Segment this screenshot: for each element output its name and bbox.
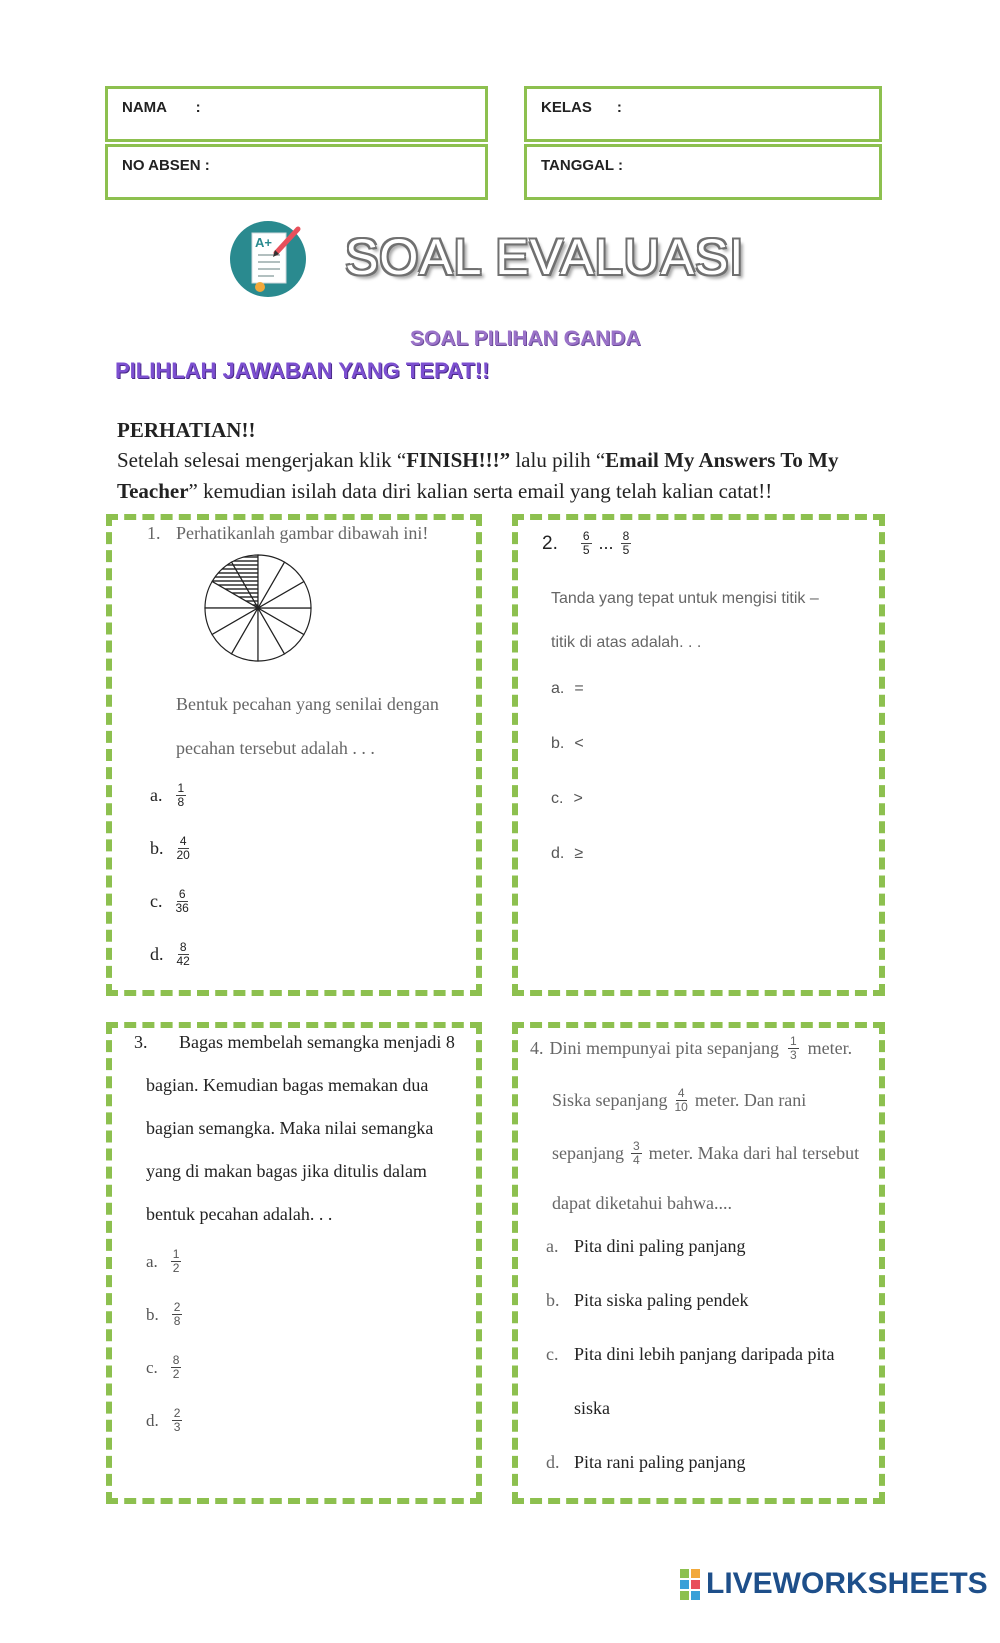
q2-header <box>542 530 634 557</box>
q4-option-a[interactable] <box>546 1236 745 1257</box>
q4-option-c-label: c. <box>546 1344 559 1364</box>
q1-option-c-num: 6 <box>178 887 186 901</box>
q2-option-b[interactable] <box>551 735 584 753</box>
notice-finish: FINISH!!!” <box>406 448 511 472</box>
q3-option-c-den: 2 <box>172 1367 180 1381</box>
q1-option-d-num: 8 <box>179 940 187 954</box>
q1-intro: Perhatikanlah gambar dibawah ini! <box>176 523 429 543</box>
noabsen-label: NO ABSEN : <box>122 157 210 174</box>
noabsen-field[interactable] <box>105 144 488 200</box>
q3-option-d[interactable] <box>146 1407 185 1434</box>
q1-option-a-num: 1 <box>177 781 185 795</box>
notice-text <box>117 445 877 507</box>
q2-frac2-num: 8 <box>622 529 630 543</box>
q3-option-d-num: 2 <box>173 1406 181 1420</box>
q2-frac2-den: 5 <box>622 543 630 557</box>
q3-option-b-den: 8 <box>173 1314 181 1328</box>
q4-option-d-label: d. <box>546 1452 560 1472</box>
q1-option-a[interactable] <box>150 782 189 809</box>
q1-number: 1. <box>147 523 161 543</box>
q2-option-c[interactable] <box>551 790 583 808</box>
exam-icon <box>228 215 310 303</box>
q4-option-c[interactable] <box>546 1344 834 1365</box>
page-title: SOAL EVALUASI <box>345 229 745 285</box>
q3-option-a-den: 2 <box>172 1261 180 1275</box>
q2-frac1-num: 6 <box>582 529 590 543</box>
q3-line5: bentuk pecahan adalah. . . <box>146 1204 333 1224</box>
q4-line4: dapat diketahui bahwa.... <box>552 1193 732 1213</box>
q1-option-a-label: a. <box>150 785 163 805</box>
nama-field[interactable] <box>105 86 488 142</box>
q2-line2: titik di atas adalah. . . <box>551 634 702 651</box>
q3-line2: bagian. Kemudian bagas memakan dua <box>146 1075 429 1095</box>
q4-l1a: Dini mempunyai pita sepanjang <box>549 1038 779 1058</box>
q4-l3b: meter. Maka dari hal tersebut <box>648 1143 860 1163</box>
q3-option-c-label: c. <box>146 1357 158 1377</box>
q3-option-c-num: 8 <box>172 1353 180 1367</box>
q4-option-d-text: Pita rani paling panjang <box>574 1452 746 1472</box>
q3-option-b[interactable] <box>146 1301 185 1328</box>
q1-option-b[interactable] <box>150 835 193 862</box>
kelas-label: KELAS : <box>541 99 622 116</box>
q3-option-d-den: 3 <box>173 1420 181 1434</box>
q2-line1: Tanda yang tepat untuk mengisi titik – <box>551 590 819 607</box>
liveworksheets-icon <box>680 1569 700 1600</box>
q4-l2frac-den: 10 <box>674 1100 688 1114</box>
q4-l2a: Siska sepanjang <box>552 1090 668 1110</box>
q1-option-d-label: d. <box>150 944 164 964</box>
q3-option-b-label: b. <box>146 1304 159 1324</box>
q2-option-d-label: d. <box>551 845 565 862</box>
q1-option-b-label: b. <box>150 838 164 858</box>
notice-heading: PERHATIAN!! <box>117 418 256 442</box>
q4-l1b: meter. <box>807 1038 853 1058</box>
q4-line3 <box>552 1140 859 1167</box>
q2-frac1-den: 5 <box>582 543 590 557</box>
q1-line1: Bentuk pecahan yang senilai dengan <box>176 694 439 714</box>
q4-l2frac-num: 4 <box>677 1086 685 1100</box>
notice-part2: lalu pilih “ <box>510 448 606 472</box>
q4-l1frac-num: 1 <box>789 1034 797 1048</box>
q2-dots: ... <box>598 533 614 553</box>
notice-part3: ” kemudian isilah data diri kalian serta email yang telah kalian catat!! <box>188 479 773 503</box>
q1-pie-chart <box>202 552 314 664</box>
tanggal-field[interactable] <box>524 144 882 200</box>
q3-option-a-num: 1 <box>172 1247 180 1261</box>
svg-text:A+: A+ <box>255 235 272 250</box>
notice-part1: Setelah selesai mengerjakan klik “ <box>117 448 407 472</box>
kelas-field[interactable] <box>524 86 882 142</box>
q1-option-c-den: 36 <box>175 901 189 915</box>
q2-option-a-label: a. <box>551 680 565 697</box>
q3-line4: yang di makan bagas jika ditulis dalam <box>146 1161 427 1181</box>
q2-option-c-text: > <box>573 790 583 807</box>
notice-email: Email My Answers To My Teacher <box>117 448 839 503</box>
q4-line1 <box>530 1035 852 1062</box>
nama-label: NAMA : <box>122 99 201 116</box>
q3-line3: bagian semangka. Maka nilai semangka <box>146 1118 434 1138</box>
q3-line1: Bagas membelah semangka menjadi 8 <box>179 1032 455 1052</box>
q4-l1frac-den: 3 <box>789 1048 797 1062</box>
q2-option-a[interactable] <box>551 680 584 698</box>
q2-option-a-text: = <box>574 680 584 697</box>
q4-option-a-label: a. <box>546 1236 559 1256</box>
tanggal-label: TANGGAL : <box>541 157 623 174</box>
liveworksheets-brand: LIVEWORKSHEETS <box>706 1567 988 1600</box>
q4-option-a-text: Pita dini paling panjang <box>574 1236 746 1256</box>
q4-l3frac-den: 4 <box>632 1153 640 1167</box>
liveworksheets-logo <box>680 1567 988 1601</box>
q4-number: 4. <box>530 1038 544 1058</box>
page-subtitle: SOAL PILIHAN GANDA <box>410 327 641 350</box>
q1-option-b-den: 20 <box>176 848 190 862</box>
q3-option-c[interactable] <box>146 1354 184 1381</box>
q1-option-d[interactable] <box>150 941 193 968</box>
q3-option-b-num: 2 <box>173 1300 181 1314</box>
q4-option-c-continued <box>546 1398 610 1419</box>
q2-option-d-text: ≥ <box>574 845 584 862</box>
q1-option-d-den: 42 <box>176 954 190 968</box>
instruction: PILIHLAH JAWABAN YANG TEPAT!! <box>115 358 490 383</box>
q4-option-c2-text: siska <box>574 1398 610 1418</box>
q4-line2 <box>552 1087 806 1114</box>
q3-option-d-label: d. <box>146 1410 159 1430</box>
q2-number: 2. <box>542 532 558 554</box>
q4-l2b: meter. Dan rani <box>694 1090 807 1110</box>
q4-option-c-text: Pita dini lebih panjang daripada pita <box>574 1344 835 1364</box>
q1-option-b-num: 4 <box>179 834 187 848</box>
q1-line2: pecahan tersebut adalah . . . <box>176 738 375 758</box>
q4-option-b-text: Pita siska paling pendek <box>574 1290 749 1310</box>
q2-option-b-label: b. <box>551 735 565 752</box>
q4-option-d[interactable] <box>546 1452 745 1473</box>
question-2-box <box>512 514 885 996</box>
q4-l3a: sepanjang <box>552 1143 624 1163</box>
q3-option-a-label: a. <box>146 1251 158 1271</box>
q4-option-b-label: b. <box>546 1290 560 1310</box>
q4-l3frac-num: 3 <box>632 1139 640 1153</box>
q1-option-c-label: c. <box>150 891 163 911</box>
q4-option-b[interactable] <box>546 1290 748 1311</box>
q2-option-d[interactable] <box>551 845 583 863</box>
q3-number: 3. <box>134 1032 148 1052</box>
q1-option-c[interactable] <box>150 888 192 915</box>
q2-option-b-text: < <box>574 735 584 752</box>
q2-option-c-label: c. <box>551 790 564 807</box>
q3-option-a[interactable] <box>146 1248 184 1275</box>
q1-option-a-den: 8 <box>177 795 185 809</box>
